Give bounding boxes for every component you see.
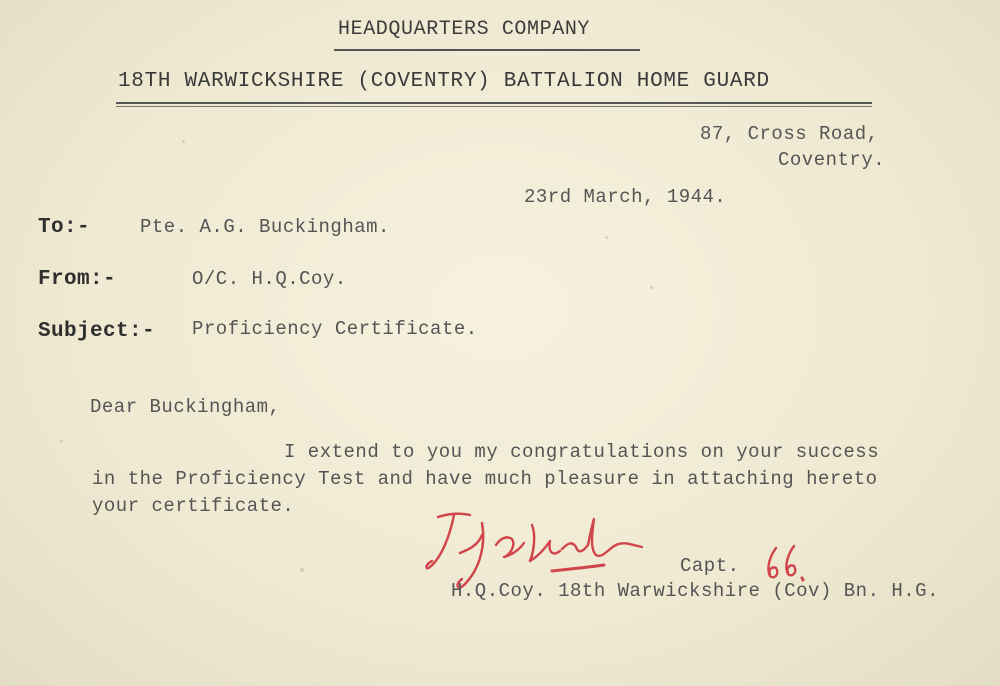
signatory-rank: Capt. — [680, 555, 740, 577]
from-label: From:- — [38, 268, 117, 291]
paper-speck — [182, 140, 185, 143]
letterhead-battalion: 18TH WARWICKSHIRE (COVENTRY) BATTALION HOME GUARD — [118, 70, 770, 93]
to-value: Pte. A.G. Buckingham. — [140, 216, 390, 238]
subject-label: Subject:- — [38, 320, 156, 343]
to-label: To:- — [38, 216, 91, 239]
paper-speck — [650, 286, 653, 289]
address-line-2: Coventry. — [778, 149, 886, 171]
from-value: O/C. H.Q.Coy. — [192, 268, 347, 290]
body-line-3: your certificate. — [92, 495, 295, 517]
signature-strokes — [427, 514, 643, 588]
battalion-underline-second — [116, 106, 872, 107]
letterhead-underline — [334, 49, 640, 51]
body-line-1: I extend to you my congratulations on your success — [284, 441, 880, 463]
subject-value: Proficiency Certificate. — [192, 318, 478, 340]
body-line-2: in the Proficiency Test and have much pleasure in attaching hereto — [92, 468, 878, 490]
signatory-unit: H.Q.Coy. 18th Warwickshire (Cov) Bn. H.G. — [451, 580, 939, 602]
paper-speck — [605, 236, 608, 239]
salutation: Dear Buckingham, — [90, 396, 281, 418]
battalion-underline — [116, 102, 872, 104]
paper-speck — [60, 440, 63, 443]
address-line-1: 87, Cross Road, — [700, 123, 879, 145]
paper-speck — [300, 568, 304, 572]
letterhead-company: HEADQUARTERS COMPANY — [338, 18, 591, 41]
letter-date: 23rd March, 1944. — [524, 186, 727, 208]
initials-strokes — [768, 546, 803, 580]
